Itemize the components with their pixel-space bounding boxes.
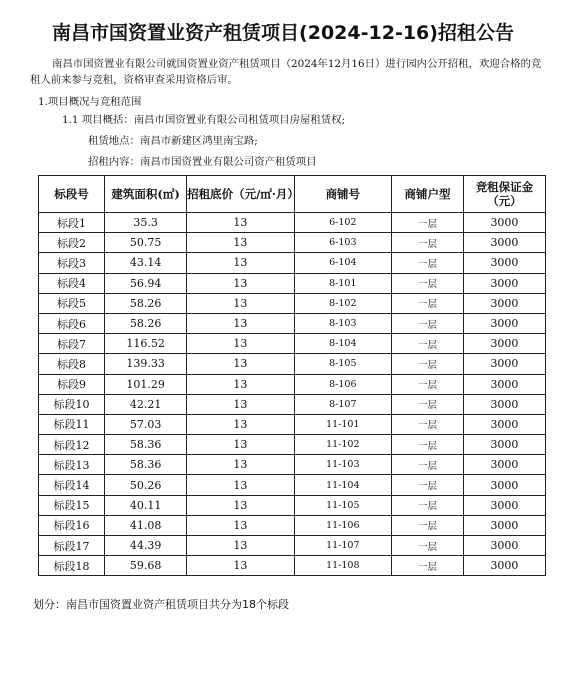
- cell-section-no: 标段1: [39, 213, 105, 233]
- cell-deposit: 3000: [463, 334, 545, 354]
- cell-shop-type: 一层: [392, 273, 464, 293]
- cell-area: 56.94: [105, 273, 187, 293]
- cell-shop-no: 6-102: [294, 213, 391, 233]
- cell-deposit: 3000: [463, 253, 545, 273]
- cell-area: 44.39: [105, 536, 187, 556]
- cell-shop-no: 11-107: [294, 536, 391, 556]
- table-row: [39, 475, 546, 495]
- cell-shop-type: 一层: [392, 556, 464, 576]
- table-row: [39, 435, 546, 455]
- table-header-row: [39, 176, 546, 213]
- cell-area: 57.03: [105, 414, 187, 434]
- cell-shop-type: 一层: [392, 354, 464, 374]
- cell-shop-no: 11-104: [294, 475, 391, 495]
- cell-shop-no: 11-103: [294, 455, 391, 475]
- cell-shop-no: 8-104: [294, 334, 391, 354]
- cell-shop-no: 8-106: [294, 374, 391, 394]
- cell-base-price: 13: [187, 233, 294, 253]
- cell-section-no: 标段5: [39, 293, 105, 313]
- cell-area: 58.26: [105, 293, 187, 313]
- cell-deposit: 3000: [463, 515, 545, 535]
- cell-area: 58.36: [105, 435, 187, 455]
- table-row: [39, 253, 546, 273]
- cell-section-no: 标段4: [39, 273, 105, 293]
- cell-base-price: 13: [187, 394, 294, 414]
- cell-area: 101.29: [105, 374, 187, 394]
- cell-shop-type: 一层: [392, 213, 464, 233]
- cell-base-price: 13: [187, 273, 294, 293]
- cell-deposit: 3000: [463, 394, 545, 414]
- cell-shop-no: 8-103: [294, 313, 391, 333]
- cell-section-no: 标段12: [39, 435, 105, 455]
- cell-deposit: 3000: [463, 455, 545, 475]
- cell-area: 50.26: [105, 475, 187, 495]
- cell-base-price: 13: [187, 556, 294, 576]
- cell-area: 116.52: [105, 334, 187, 354]
- table-row: [39, 556, 546, 576]
- cell-shop-type: 一层: [392, 253, 464, 273]
- cell-deposit: 3000: [463, 414, 545, 434]
- cell-shop-type: 一层: [392, 313, 464, 333]
- cell-base-price: 13: [187, 414, 294, 434]
- cell-shop-no: 6-104: [294, 253, 391, 273]
- cell-deposit: 3000: [463, 495, 545, 515]
- table-row: [39, 455, 546, 475]
- cell-shop-type: 一层: [392, 233, 464, 253]
- cell-shop-type: 一层: [392, 394, 464, 414]
- table-row: [39, 334, 546, 354]
- table-row: [39, 536, 546, 556]
- cell-area: 42.21: [105, 394, 187, 414]
- cell-shop-type: 一层: [392, 536, 464, 556]
- cell-base-price: 13: [187, 253, 294, 273]
- cell-shop-type: 一层: [392, 455, 464, 475]
- table-row: [39, 495, 546, 515]
- cell-base-price: 13: [187, 374, 294, 394]
- cell-deposit: 3000: [463, 374, 545, 394]
- cell-section-no: 标段3: [39, 253, 105, 273]
- table-row: [39, 273, 546, 293]
- table-row: [39, 414, 546, 434]
- cell-shop-type: 一层: [392, 435, 464, 455]
- cell-area: 43.14: [105, 253, 187, 273]
- cell-section-no: 标段9: [39, 374, 105, 394]
- cell-deposit: 3000: [463, 435, 545, 455]
- header-shop-type: 商铺户型: [392, 176, 464, 213]
- cell-section-no: 标段17: [39, 536, 105, 556]
- cell-area: 58.36: [105, 455, 187, 475]
- cell-section-no: 标段10: [39, 394, 105, 414]
- table-body: [39, 213, 546, 576]
- cell-base-price: 13: [187, 435, 294, 455]
- cell-shop-no: 8-105: [294, 354, 391, 374]
- cell-section-no: 标段15: [39, 495, 105, 515]
- cell-base-price: 13: [187, 495, 294, 515]
- cell-area: 59.68: [105, 556, 187, 576]
- cell-shop-no: 8-102: [294, 293, 391, 313]
- cell-section-no: 标段7: [39, 334, 105, 354]
- table-row: [39, 374, 546, 394]
- cell-shop-type: 一层: [392, 414, 464, 434]
- cell-deposit: 3000: [463, 556, 545, 576]
- cell-base-price: 13: [187, 515, 294, 535]
- cell-deposit: 3000: [463, 273, 545, 293]
- cell-section-no: 标段11: [39, 414, 105, 434]
- header-area: 建筑面积(㎡): [105, 176, 187, 213]
- section-heading: 1.项目概况与竞租范围: [38, 96, 142, 108]
- cell-deposit: 3000: [463, 313, 545, 333]
- cell-shop-type: 一层: [392, 475, 464, 495]
- page-title: 南昌市国资置业资产租赁项目(2024-12-16)招租公告: [52, 22, 514, 44]
- cell-shop-no: 8-107: [294, 394, 391, 414]
- cell-section-no: 标段2: [39, 233, 105, 253]
- table-row: [39, 293, 546, 313]
- cell-base-price: 13: [187, 334, 294, 354]
- table-row: [39, 515, 546, 535]
- cell-area: 35.3: [105, 213, 187, 233]
- rental-location: 租赁地点：南昌市新建区鸿里南宝路;: [88, 135, 258, 147]
- rental-content: 招租内容：南昌市国资置业有限公司资产租赁项目: [88, 156, 317, 168]
- header-deposit: 竞租保证金（元）: [463, 176, 545, 213]
- cell-base-price: 13: [187, 213, 294, 233]
- cell-deposit: 3000: [463, 213, 545, 233]
- summary-note: 划分：南昌市国资置业资产租赁项目共分为18个标段: [33, 598, 289, 611]
- cell-shop-no: 11-105: [294, 495, 391, 515]
- cell-shop-no: 6-103: [294, 233, 391, 253]
- cell-section-no: 标段8: [39, 354, 105, 374]
- cell-base-price: 13: [187, 455, 294, 475]
- cell-shop-type: 一层: [392, 374, 464, 394]
- cell-area: 41.08: [105, 515, 187, 535]
- header-shop-no: 商铺号: [294, 176, 391, 213]
- cell-base-price: 13: [187, 354, 294, 374]
- cell-base-price: 13: [187, 313, 294, 333]
- cell-shop-type: 一层: [392, 334, 464, 354]
- cell-deposit: 3000: [463, 354, 545, 374]
- cell-shop-no: 11-108: [294, 556, 391, 576]
- cell-section-no: 标段6: [39, 313, 105, 333]
- subsection-overview: 1.1 项目概括：南昌市国资置业有限公司租赁项目房屋租赁权;: [62, 114, 346, 126]
- cell-section-no: 标段13: [39, 455, 105, 475]
- cell-shop-type: 一层: [392, 293, 464, 313]
- cell-section-no: 标段14: [39, 475, 105, 495]
- table-row: [39, 354, 546, 374]
- cell-area: 58.26: [105, 313, 187, 333]
- table-row: [39, 233, 546, 253]
- cell-shop-no: 11-106: [294, 515, 391, 535]
- cell-shop-no: 11-101: [294, 414, 391, 434]
- cell-deposit: 3000: [463, 293, 545, 313]
- cell-section-no: 标段18: [39, 556, 105, 576]
- cell-shop-no: 8-101: [294, 273, 391, 293]
- cell-shop-type: 一层: [392, 495, 464, 515]
- intro-text: 南昌市国资置业有限公司就国资置业资产租赁项目（2024年12月16日）进行园内公开招租，欢迎合格的竞租人前来参与竞租，资格审查采用资格后审。: [30, 58, 542, 86]
- cell-deposit: 3000: [463, 536, 545, 556]
- cell-base-price: 13: [187, 475, 294, 495]
- table-row: [39, 213, 546, 233]
- cell-area: 40.11: [105, 495, 187, 515]
- intro-paragraph: [30, 56, 545, 88]
- cell-base-price: 13: [187, 536, 294, 556]
- bid-section-table: [38, 175, 546, 576]
- header-base-price: 招租底价（元/㎡·月）: [187, 176, 294, 213]
- cell-deposit: 3000: [463, 233, 545, 253]
- table-row: [39, 394, 546, 414]
- cell-area: 50.75: [105, 233, 187, 253]
- cell-deposit: 3000: [463, 475, 545, 495]
- header-section-no: 标段号: [39, 176, 105, 213]
- cell-base-price: 13: [187, 293, 294, 313]
- cell-section-no: 标段16: [39, 515, 105, 535]
- table-row: [39, 313, 546, 333]
- cell-shop-type: 一层: [392, 515, 464, 535]
- cell-area: 139.33: [105, 354, 187, 374]
- cell-shop-no: 11-102: [294, 435, 391, 455]
